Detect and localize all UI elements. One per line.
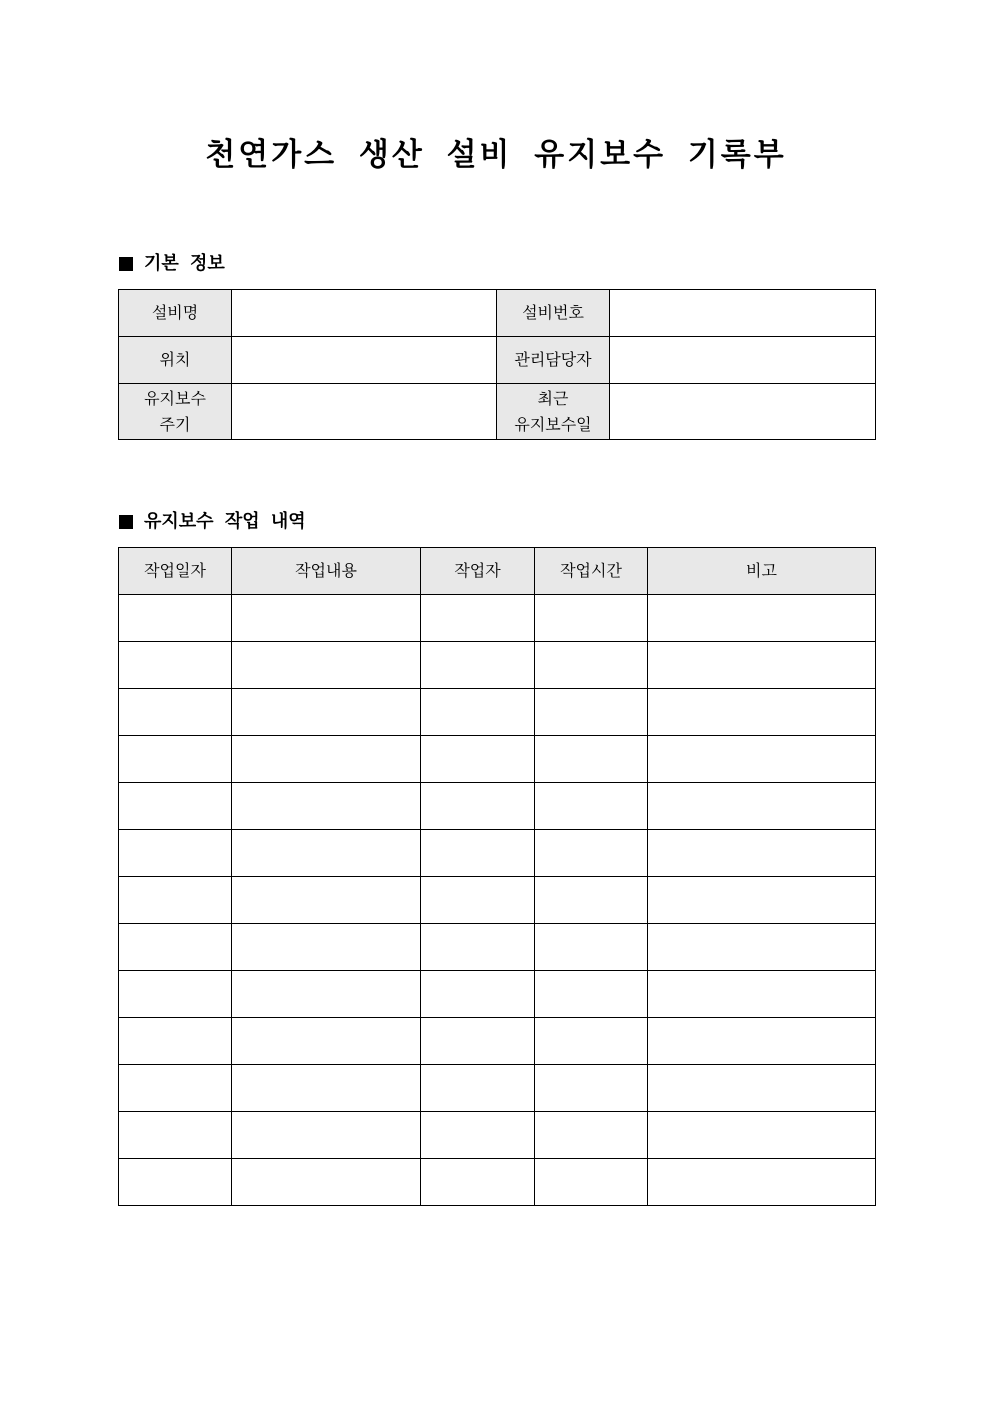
worker-cell[interactable] xyxy=(421,924,535,971)
table-row xyxy=(119,736,876,783)
work-time-cell[interactable] xyxy=(535,595,648,642)
worker-cell[interactable] xyxy=(421,971,535,1018)
recent-maintenance-date-label-line1: 최근 xyxy=(537,388,569,408)
work-time-cell[interactable] xyxy=(535,1018,648,1065)
maintenance-cycle-field[interactable] xyxy=(232,384,497,440)
worker-cell[interactable] xyxy=(421,736,535,783)
work-date-cell[interactable] xyxy=(119,642,232,689)
location-label: 위치 xyxy=(119,337,232,384)
table-row xyxy=(119,595,876,642)
table-row xyxy=(119,1159,876,1206)
work-log-table xyxy=(118,547,876,1206)
remarks-cell[interactable] xyxy=(648,1112,876,1159)
worker-cell[interactable] xyxy=(421,595,535,642)
work-content-cell[interactable] xyxy=(232,830,421,877)
equipment-number-field[interactable] xyxy=(610,290,876,337)
table-row xyxy=(119,384,876,440)
work-time-cell[interactable] xyxy=(535,783,648,830)
remarks-cell[interactable] xyxy=(648,1018,876,1065)
column-header-work-time: 작업시간 xyxy=(535,548,648,595)
worker-cell[interactable] xyxy=(421,1159,535,1206)
remarks-cell[interactable] xyxy=(648,736,876,783)
work-content-cell[interactable] xyxy=(232,1159,421,1206)
work-time-cell[interactable] xyxy=(535,1065,648,1112)
work-date-cell[interactable] xyxy=(119,1065,232,1112)
work-content-cell[interactable] xyxy=(232,689,421,736)
location-field[interactable] xyxy=(232,337,497,384)
column-header-work-content: 작업내용 xyxy=(232,548,421,595)
work-date-cell[interactable] xyxy=(119,830,232,877)
work-content-cell[interactable] xyxy=(232,1065,421,1112)
remarks-cell[interactable] xyxy=(648,971,876,1018)
column-header-worker: 작업자 xyxy=(421,548,535,595)
square-bullet-icon xyxy=(119,257,133,271)
work-content-cell[interactable] xyxy=(232,924,421,971)
work-date-cell[interactable] xyxy=(119,971,232,1018)
basic-info-table xyxy=(118,289,876,440)
work-date-cell[interactable] xyxy=(119,783,232,830)
worker-cell[interactable] xyxy=(421,689,535,736)
page-title: 천연가스 생산 설비 유지보수 기록부 xyxy=(205,137,787,173)
manager-field[interactable] xyxy=(610,337,876,384)
remarks-cell[interactable] xyxy=(648,830,876,877)
work-content-cell[interactable] xyxy=(232,595,421,642)
worker-cell[interactable] xyxy=(421,642,535,689)
work-time-cell[interactable] xyxy=(535,1159,648,1206)
work-date-cell[interactable] xyxy=(119,924,232,971)
work-date-cell[interactable] xyxy=(119,736,232,783)
worker-cell[interactable] xyxy=(421,1018,535,1065)
section-heading-label: 유지보수 작업 내역 xyxy=(144,511,306,532)
recent-maintenance-date-label-line2: 유지보수일 xyxy=(514,414,592,434)
work-time-cell[interactable] xyxy=(535,971,648,1018)
table-row xyxy=(119,924,876,971)
worker-cell[interactable] xyxy=(421,783,535,830)
work-time-cell[interactable] xyxy=(535,830,648,877)
table-row xyxy=(119,1112,876,1159)
remarks-cell[interactable] xyxy=(648,595,876,642)
work-time-cell[interactable] xyxy=(535,642,648,689)
work-date-cell[interactable] xyxy=(119,595,232,642)
table-row xyxy=(119,971,876,1018)
table-row xyxy=(119,783,876,830)
table-row xyxy=(119,689,876,736)
remarks-cell[interactable] xyxy=(648,1065,876,1112)
table-header-row xyxy=(119,548,876,595)
remarks-cell[interactable] xyxy=(648,1159,876,1206)
remarks-cell[interactable] xyxy=(648,642,876,689)
table-row xyxy=(119,290,876,337)
work-date-cell[interactable] xyxy=(119,1018,232,1065)
table-row xyxy=(119,877,876,924)
work-content-cell[interactable] xyxy=(232,1112,421,1159)
worker-cell[interactable] xyxy=(421,1112,535,1159)
equipment-number-label: 설비번호 xyxy=(497,290,610,337)
work-content-cell[interactable] xyxy=(232,1018,421,1065)
worker-cell[interactable] xyxy=(421,877,535,924)
worker-cell[interactable] xyxy=(421,1065,535,1112)
maintenance-cycle-label-line1: 유지보수 xyxy=(144,388,206,408)
table-row xyxy=(119,1018,876,1065)
maintenance-cycle-label-line2: 주기 xyxy=(159,414,191,434)
maintenance-cycle-label xyxy=(119,384,232,440)
remarks-cell[interactable] xyxy=(648,689,876,736)
column-header-remarks: 비고 xyxy=(648,548,876,595)
remarks-cell[interactable] xyxy=(648,783,876,830)
recent-maintenance-date-label xyxy=(497,384,610,440)
work-log-body xyxy=(119,595,876,1206)
equipment-name-field[interactable] xyxy=(232,290,497,337)
table-row xyxy=(119,337,876,384)
column-header-work-date: 작업일자 xyxy=(119,548,232,595)
section-heading-basic-info xyxy=(119,252,225,276)
work-date-cell[interactable] xyxy=(119,1112,232,1159)
section-heading-label: 기본 정보 xyxy=(144,253,225,274)
work-time-cell[interactable] xyxy=(535,924,648,971)
work-date-cell[interactable] xyxy=(119,689,232,736)
remarks-cell[interactable] xyxy=(648,877,876,924)
recent-maintenance-date-field[interactable] xyxy=(610,384,876,440)
manager-label: 관리담당자 xyxy=(497,337,610,384)
section-heading-work-log xyxy=(119,510,306,534)
equipment-name-label: 설비명 xyxy=(119,290,232,337)
work-content-cell[interactable] xyxy=(232,642,421,689)
work-date-cell[interactable] xyxy=(119,877,232,924)
work-time-cell[interactable] xyxy=(535,1112,648,1159)
work-date-cell[interactable] xyxy=(119,1159,232,1206)
table-row xyxy=(119,642,876,689)
work-content-cell[interactable] xyxy=(232,783,421,830)
worker-cell[interactable] xyxy=(421,830,535,877)
work-content-cell[interactable] xyxy=(232,736,421,783)
table-row xyxy=(119,1065,876,1112)
remarks-cell[interactable] xyxy=(648,924,876,971)
table-row xyxy=(119,830,876,877)
work-time-cell[interactable] xyxy=(535,877,648,924)
work-content-cell[interactable] xyxy=(232,877,421,924)
work-time-cell[interactable] xyxy=(535,736,648,783)
work-content-cell[interactable] xyxy=(232,971,421,1018)
work-time-cell[interactable] xyxy=(535,689,648,736)
square-bullet-icon xyxy=(119,515,133,529)
